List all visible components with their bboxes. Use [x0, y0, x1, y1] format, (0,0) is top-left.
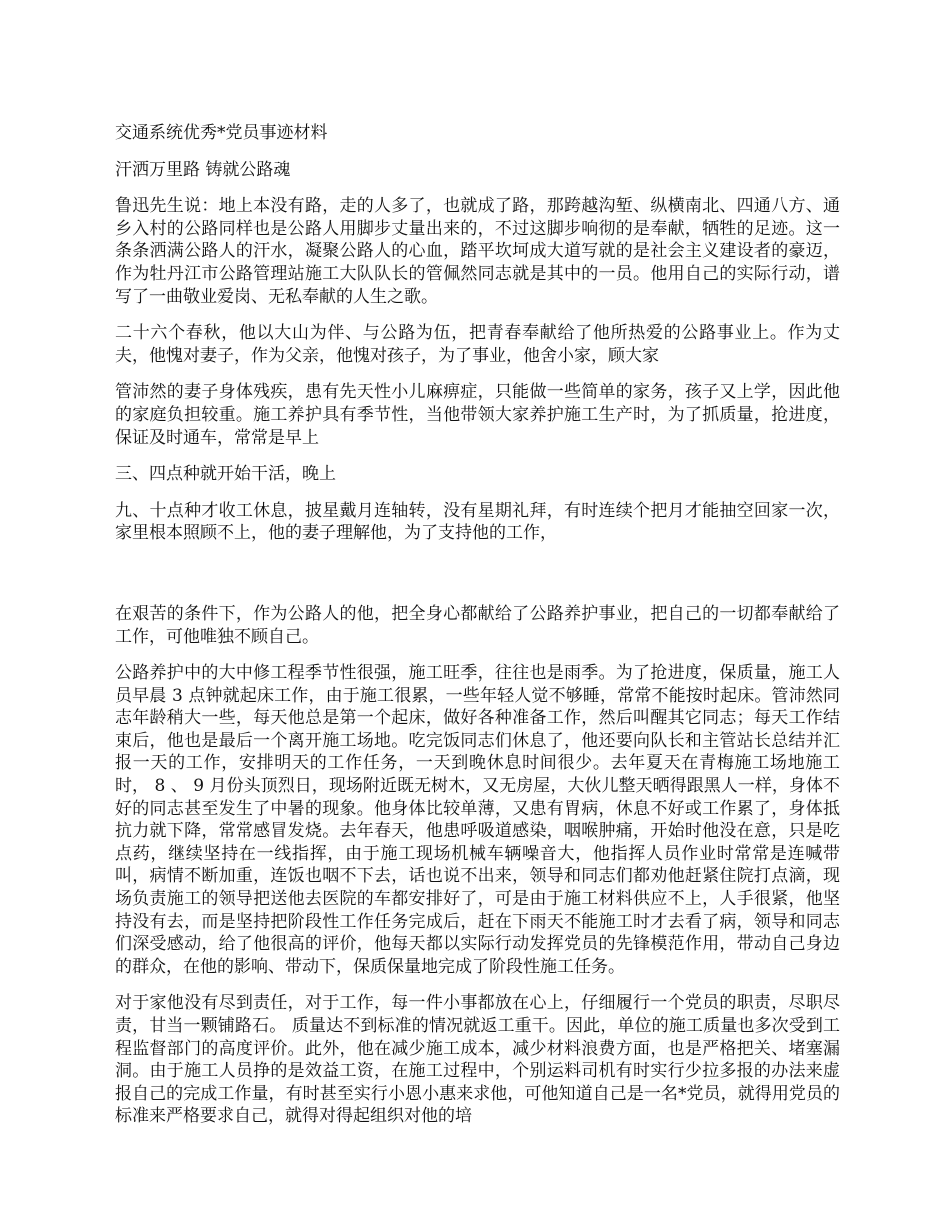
paragraph-8: 对于家他没有尽到责任，对于工作，每一件小事都放在心上，仔细履行一个党员的职责，尽职尽责，甘当一颗铺路石。 质量达不到标准的情况就返工重干。因此，单位的施工质量也多次受到工程监督部门的高度评价。此外，他在减少施工成本，减少材料浪费方面，也是严格把关、堵塞漏洞。由于施工人员挣的是效益工资，在施工过程中，个别运料司机有时实行少拉多报的办法来虚报自己的完成工作量，有时甚至实行小恩小惠来求他，可他知道自己是一名*党员，就得用党员的标准来严格要求自己，就得对得起组织对他的培 — [115, 993, 840, 1127]
document-body — [115, 122, 840, 1142]
document-subtitle: 汗洒万里路 铸就公路魂 — [115, 159, 291, 180]
paragraph-5: 九、十点种才收工休息，披星戴月连轴转，没有星期礼拜，有时连续个把月才能抽空回家一次，家里根本照顾不上，他的妻子理解他，为了支持他的工作， — [115, 500, 840, 544]
paragraph-6: 在艰苦的条件下，作为公路人的他，把全身心都献给了公路养护事业，把自己的一切都奉献给了工作，可他唯独不顾自己。 — [115, 603, 840, 647]
paragraph-7: 公路养护中的大中修工程季节性很强，施工旺季，往往也是雨季。为了抢进度，保质量，施工人员早晨 3 点钟就起床工作，由于施工很累，一些年轻人觉不够睡，常常不能按时起床。管沛然同志年龄稍大一些，每天他总是第一个起床，做好各种准备工作，然后叫醒其它同志；每天工作结束后，他也是最后一个离开施工场地。吃完饭同志们休息了，他还要向队长和主管站长总结并汇报一天的工作，安排明天的工作任务，一天到晚休息时间很少。去年夏天在青梅施工场地施工时， 8 、 9 月份头顶烈日，现场附近既无树木，又无房屋，大伙儿整天晒得跟黑人一样，身体不好的同志甚至发生了中暑的现象。他身体比较单薄，又患有胃病，休息不好或工作累了，身体抵抗力就下降，常常感冒发烧。去年春天，他患呼吸道感染，咽喉肿痛，开始时他没在意，只是吃点药，继续坚持在一线指挥，由于施工现场机械车辆噪音大，他指挥人员作业时常常是连喊带叫，病情不断加重，连饭也咽不下去，话也说不出来，领导和同志们都劝他赶紧住院打点滴，现场负责施工的领导把送他去医院的车都安排好了，可是由于施工材料供应不上，人手很紧，他坚持没有去，而是坚持把阶段性工作任务完成后，赶在下雨天不能施工时才去看了病，领导和同志们深受感动，给了他很高的评价，他每天都以实际行动发挥党员的先锋模范作用，带动自己身边的群众，在他的影响、带动下，保质保量地完成了阶段性施工任务。 — [115, 663, 840, 977]
blank-gap — [115, 559, 840, 603]
paragraph-4: 三、四点种就开始干活，晚上 — [115, 464, 336, 485]
paragraph-1: 鲁迅先生说：地上本没有路，走的人多了，也就成了路，那跨越沟堑、纵横南北、四通八方、通乡入村的公路同样也是公路人用脚步丈量出来的，不过这脚步响彻的是奉献，牺牲的足迹。这一条条洒满公路人的汗水，凝聚公路人的心血，踏平坎坷成大道写就的是社会主义建设者的豪迈，作为牡丹江市公路管理站施工大队队长的管佩然同志就是其中的一员。他用自己的实际行动，谱写了一曲敬业爱岗、无私奉献的人生之歌。 — [115, 196, 840, 307]
paragraph-3: 管沛然的妻子身体残疾，患有先天性小儿麻痹症，只能做一些简单的家务，孩子又上学，因此他的家庭负担较重。施工养护具有季节性，当他带领大家养护施工生产时，为了抓质量，抢进度，保证及时通车，常常是早上 — [115, 382, 840, 448]
paragraph-2: 二十六个春秋，他以大山为伴、与公路为伍，把青春奉献给了他所热爱的公路事业上。作为丈夫，他愧对妻子，作为父亲，他愧对孩子，为了事业，他舍小家，顾大家 — [115, 323, 840, 366]
document-title: 交通系统优秀*党员事迹材料 — [115, 123, 328, 143]
